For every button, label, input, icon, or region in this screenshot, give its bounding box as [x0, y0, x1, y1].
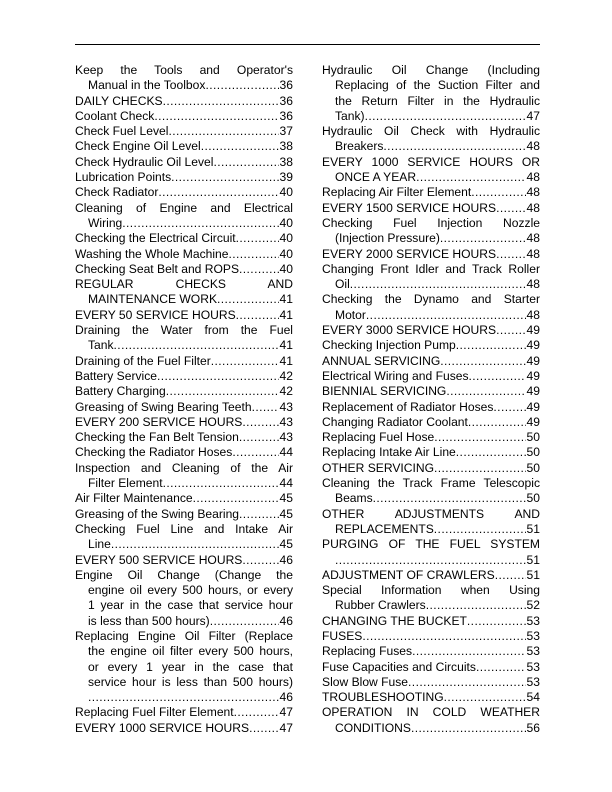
toc-entry-title: EVERY 500 SERVICE HOURS [75, 552, 243, 567]
toc-entry-title: Replacing Air Filter Element [322, 185, 472, 200]
toc-page-number: 45 [279, 506, 293, 521]
toc-entry[interactable] [75, 231, 293, 246]
toc-page-number: 46 [279, 613, 293, 628]
toc-entry[interactable] [322, 384, 540, 399]
toc-entry[interactable] [322, 629, 540, 644]
toc-page-number: 48 [526, 307, 540, 322]
toc-page-number: 36 [279, 78, 293, 93]
dot-leader [366, 308, 526, 323]
toc-page-number: 53 [526, 674, 540, 689]
toc-page-number: 42 [279, 384, 293, 399]
toc-entry-title: is less than 500 hours) [88, 613, 210, 628]
toc-page-number: 36 [279, 93, 293, 108]
toc-entry[interactable] [322, 155, 540, 186]
toc-entry-title: EVERY 1000 SERVICE HOURS [75, 720, 250, 735]
toc-entry-title: Greasing of the Swing Bearing [75, 506, 240, 521]
toc-entry[interactable] [322, 63, 540, 124]
dot-leader [496, 247, 525, 262]
toc-entry-title: Engine Oil Change (Change the [75, 567, 293, 582]
toc-entry[interactable] [322, 400, 540, 415]
dot-leader [444, 690, 526, 705]
toc-entry[interactable] [75, 415, 293, 430]
dot-leader [157, 369, 279, 384]
dot-leader [236, 308, 279, 323]
toc-entry[interactable] [322, 690, 540, 705]
toc-page-number: 49 [526, 353, 540, 368]
dot-leader [434, 522, 526, 537]
toc-entry-title: Check Hydraulic Oil Level [75, 154, 214, 169]
toc-entry-title: EVERY 1500 SERVICE HOURS [322, 200, 497, 215]
toc-entry-title: Tank [88, 338, 114, 353]
dot-leader [168, 124, 278, 139]
toc-entry-title: 1 year in the case that service hour [88, 598, 293, 613]
dot-leader [166, 384, 279, 399]
toc-entry-title: Tank) [335, 108, 365, 123]
toc-entry-title: BIENNIAL SERVICING [322, 384, 447, 399]
toc-page-number: 49 [526, 368, 540, 383]
toc-entry[interactable] [75, 553, 293, 568]
toc-entry-title: Check Engine Oil Level [75, 139, 201, 154]
toc-entry-title: Checking the Fan Belt Tension [75, 430, 239, 445]
toc-page-number: 47 [526, 108, 540, 123]
toc-entry[interactable] [75, 430, 293, 445]
toc-entry-title: Breakers [335, 139, 384, 154]
toc-entry-title: Checking the Electrical Circuit [75, 231, 236, 246]
toc-entry-title: or every 1 year in the case that [88, 659, 293, 674]
toc-entry[interactable] [75, 522, 293, 553]
toc-entry-title: Checking Fuel Line and Intake Air [75, 521, 293, 536]
toc-entry-title: PURGING OF THE FUEL SYSTEM [322, 537, 540, 552]
dot-leader [217, 292, 279, 307]
toc-entry-title: Lubrication Points [75, 170, 172, 185]
toc-entry-title: REGULAR CHECKS AND [75, 277, 293, 292]
toc-entry[interactable] [322, 415, 540, 430]
dot-leader [434, 430, 525, 445]
toc-entry-title: EVERY 200 SERVICE HOURS [75, 414, 243, 429]
dot-leader [111, 537, 279, 552]
toc-entry[interactable] [75, 323, 293, 354]
toc-page-number: 37 [279, 124, 293, 139]
toc-entry[interactable] [322, 675, 540, 690]
toc-page-number: 40 [279, 246, 293, 261]
toc-entry-title: the engine oil filter every 500 hours, [88, 644, 293, 659]
toc-entry-title: Cleaning of Engine and Electrical [75, 200, 293, 215]
toc-page-number: 46 [279, 690, 293, 705]
dot-leader [350, 277, 526, 292]
toc-entry-title: Replacing Engine Oil Filter (Replace [75, 628, 293, 643]
toc-page-number: 47 [279, 720, 293, 735]
dot-leader [163, 476, 279, 491]
toc-entry-title: Keep the Tools and Operator's [75, 63, 293, 77]
dot-leader [211, 354, 279, 369]
toc-entry-title: Special Information when Using [322, 583, 540, 598]
toc-entry-title: CHANGING THE BUCKET [322, 613, 467, 628]
toc-entry-title: Replacing Fuel Hose [322, 430, 435, 445]
toc-entry[interactable] [75, 568, 293, 629]
dot-leader [122, 216, 278, 231]
toc-entry-title: Replacing Intake Air Line [322, 445, 456, 460]
dot-leader [467, 614, 526, 629]
dot-leader [426, 598, 526, 613]
dot-leader [383, 139, 525, 154]
toc-page-number: 39 [279, 170, 293, 185]
toc-entry-title: Filter Element [88, 476, 163, 491]
toc-page-number: 41 [279, 307, 293, 322]
toc-entry-title: Draining the Water from the Fuel [75, 323, 293, 338]
dot-leader [242, 553, 278, 568]
toc-entry[interactable] [75, 139, 293, 154]
toc-entry[interactable] [322, 247, 540, 262]
toc-entry-title: ADJUSTMENT OF CRAWLERS [322, 567, 495, 582]
toc-entry-title: Line [88, 537, 111, 552]
dot-leader [412, 644, 525, 659]
dot-leader [408, 675, 526, 690]
toc-entry-title: OTHER SERVICING [322, 460, 434, 475]
dot-leader [495, 568, 526, 583]
dot-leader [232, 445, 278, 460]
toc-page-number: 43 [279, 414, 293, 429]
toc-entry-title: EVERY 3000 SERVICE HOURS [322, 323, 497, 338]
toc-entry[interactable] [75, 308, 293, 323]
toc-page-number: 40 [279, 261, 293, 276]
dot-leader [193, 491, 279, 506]
dot-leader [210, 614, 279, 629]
toc-entry[interactable] [322, 445, 540, 460]
toc-page-number: 50 [526, 430, 540, 445]
toc-entry[interactable] [75, 400, 293, 415]
dot-leader [252, 400, 279, 415]
toc-page-number: 54 [526, 690, 540, 705]
dot-leader [239, 507, 279, 522]
toc-page-number: 53 [526, 659, 540, 674]
toc-entry[interactable] [75, 507, 293, 522]
toc-entry-title: the Return Filter in the Hydraulic [335, 93, 540, 108]
toc-page-number: 51 [526, 567, 540, 582]
toc-entry[interactable] [322, 461, 540, 476]
toc-entry-title: MAINTENANCE WORK [88, 292, 218, 307]
toc-page-number: 48 [526, 170, 540, 185]
toc-page-number: 38 [279, 154, 293, 169]
toc-entry[interactable] [322, 705, 540, 736]
toc-entry[interactable] [322, 644, 540, 659]
toc-entry-title: Replacing of the Suction Filter and [335, 78, 540, 93]
dot-leader [335, 553, 526, 568]
toc-page-number: 41 [279, 292, 293, 307]
toc-page-number: 40 [279, 215, 293, 230]
dot-leader [496, 201, 525, 216]
toc-page-number: 40 [279, 231, 293, 246]
toc-entry-title: Check Fuel Level [75, 124, 169, 139]
toc-page-number: 48 [526, 246, 540, 261]
toc-page-number: 48 [526, 200, 540, 215]
toc-entry[interactable] [322, 614, 540, 629]
dot-leader [239, 262, 279, 277]
toc-entry-title: Replacement of Radiator Hoses [322, 399, 494, 414]
dot-leader [496, 323, 525, 338]
toc-entry[interactable] [322, 583, 540, 614]
toc-entry[interactable] [75, 63, 293, 94]
toc-page-number: 50 [526, 460, 540, 475]
toc-left-column [75, 63, 293, 736]
toc-right-column [322, 63, 540, 736]
toc-page-number: 48 [526, 277, 540, 292]
toc-page-number: 45 [279, 491, 293, 506]
toc-entry[interactable] [75, 247, 293, 262]
toc-entry-title: Oil [335, 277, 350, 292]
toc-entry-title: engine oil every 500 hours, or every [88, 583, 293, 598]
toc-entry-title: Manual in the Toolbox [88, 78, 206, 93]
dot-leader [456, 338, 526, 353]
dot-leader [213, 155, 278, 170]
toc-page-number: 41 [279, 353, 293, 368]
dot-leader [201, 139, 279, 154]
toc-entry-title: ANNUAL SERVICING [322, 353, 441, 368]
toc-entry-title: Battery Charging [75, 384, 166, 399]
toc-entry[interactable] [322, 124, 540, 155]
toc-entry[interactable] [75, 185, 293, 200]
toc-entry[interactable] [322, 537, 540, 568]
toc-entry[interactable] [75, 629, 293, 705]
toc-entry[interactable] [322, 323, 540, 338]
dot-leader [239, 430, 279, 445]
toc-entry-title: DAILY CHECKS [75, 93, 163, 108]
toc-entry[interactable] [75, 109, 293, 124]
toc-entry[interactable] [322, 292, 540, 323]
toc-entry-title: Greasing of Swing Bearing Teeth [75, 399, 252, 414]
toc-page-number: 47 [279, 705, 293, 720]
toc-entry-title: TROUBLESHOOTING [322, 690, 444, 705]
toc-page-number: 43 [279, 430, 293, 445]
dot-leader [440, 231, 526, 246]
toc-entry-title: Rubber Crawlers [335, 598, 426, 613]
toc-page-number: 53 [526, 644, 540, 659]
toc-page-number: 45 [279, 537, 293, 552]
toc-page-number: 49 [526, 414, 540, 429]
toc-page-number: 48 [526, 231, 540, 246]
dot-leader [434, 461, 526, 476]
toc-entry-title: Check Radiator [75, 185, 159, 200]
toc-entry[interactable] [75, 155, 293, 170]
dot-leader [362, 629, 525, 644]
toc-entry[interactable] [322, 201, 540, 216]
dot-leader [236, 231, 279, 246]
toc-entry-title: OPERATION IN COLD WEATHER [322, 705, 540, 720]
toc-entry-title: Cleaning the Track Frame Telescopic [322, 476, 540, 491]
toc-entry-title: Hydraulic Oil Change (Including [322, 63, 540, 77]
dot-leader [471, 185, 525, 200]
toc-page-number: 53 [526, 613, 540, 628]
toc-page-number: 44 [279, 445, 293, 460]
toc-entry[interactable] [75, 461, 293, 492]
dot-leader [242, 415, 278, 430]
toc-page-number: 51 [526, 521, 540, 536]
toc-entry[interactable] [75, 201, 293, 232]
toc-entry-title: Checking the Dynamo and Starter [322, 292, 540, 307]
dot-leader [163, 94, 279, 109]
toc-entry-title: Changing Front Idler and Track Roller [322, 261, 540, 276]
dot-leader [456, 445, 526, 460]
toc-entry-title: (Injection Pressure) [335, 231, 440, 246]
toc-page-number: 50 [526, 445, 540, 460]
dot-leader [229, 247, 279, 262]
toc-page-number: 42 [279, 368, 293, 383]
toc-entry[interactable] [75, 94, 293, 109]
dot-leader [476, 660, 526, 675]
toc-entry[interactable] [322, 660, 540, 675]
toc-entry[interactable] [322, 338, 540, 353]
dot-leader [171, 170, 278, 185]
toc-page-number: 52 [526, 598, 540, 613]
toc-page-number: 40 [279, 185, 293, 200]
toc-entry-title: Checking Injection Pump [322, 338, 456, 353]
toc-entry[interactable] [322, 430, 540, 445]
toc-entry-title: FUSES [322, 628, 363, 643]
toc-entry-title: CONDITIONS [335, 720, 411, 735]
toc-entry[interactable] [75, 277, 293, 308]
toc-page-number: 41 [279, 338, 293, 353]
toc-entry-title: Replacing Fuel Filter Element [75, 705, 234, 720]
toc-page-number: 56 [526, 720, 540, 735]
dot-leader [114, 338, 279, 353]
dot-leader [446, 384, 525, 399]
toc-entry[interactable] [322, 568, 540, 583]
toc-entry-title: Checking the Radiator Hoses [75, 445, 233, 460]
toc-page-number: 49 [526, 323, 540, 338]
toc-entry-title: EVERY 50 SERVICE HOURS [75, 307, 236, 322]
toc-entry-title: Coolant Check [75, 108, 155, 123]
toc-entry-title: Electrical Wiring and Fuses [322, 368, 469, 383]
dot-leader [416, 170, 525, 185]
toc-entry[interactable] [322, 216, 540, 247]
toc-entry-title: Motor [335, 307, 366, 322]
toc-entry[interactable] [322, 369, 540, 384]
toc-entry-title: Changing Radiator Coolant [322, 414, 468, 429]
header-rule [75, 44, 540, 45]
toc-entry-title: Washing the Whole Machine [75, 246, 229, 261]
dot-leader [468, 415, 526, 430]
toc-page-number: 49 [526, 384, 540, 399]
toc-entry[interactable] [75, 369, 293, 384]
dot-leader [411, 721, 526, 736]
toc-entry-title: EVERY 2000 SERVICE HOURS [322, 246, 497, 261]
toc-entry-title: Battery Service [75, 368, 157, 383]
dot-leader [249, 721, 278, 736]
toc-entry[interactable] [75, 262, 293, 277]
toc-page-number: 49 [526, 399, 540, 414]
toc-entry-title: Wiring [88, 215, 123, 230]
toc-entry-title: Fuse Capacities and Circuits [322, 659, 476, 674]
toc-entry[interactable] [322, 507, 540, 538]
toc-entry-title: Beams [335, 491, 373, 506]
toc-entry-title: Replacing Fuses [322, 644, 413, 659]
dot-leader [205, 78, 278, 93]
dot-leader [154, 109, 278, 124]
toc-entry[interactable] [322, 262, 540, 293]
dot-leader [440, 354, 525, 369]
toc-page-number: 38 [279, 139, 293, 154]
toc-entry-title: Hydraulic Oil Check with Hydraulic [322, 124, 540, 139]
dot-leader [88, 690, 279, 705]
toc-entry-title: service hour is less than 500 hours) [88, 674, 293, 689]
toc-entry[interactable] [75, 124, 293, 139]
toc-entry[interactable] [75, 384, 293, 399]
toc-entry-title: Checking Seat Belt and ROPS [75, 261, 240, 276]
toc-page-number: 48 [526, 139, 540, 154]
toc-entry-title: EVERY 1000 SERVICE HOURS OR [322, 154, 540, 169]
toc-entry[interactable] [75, 354, 293, 369]
toc-entry[interactable] [75, 445, 293, 460]
toc-page-number: 49 [526, 338, 540, 353]
toc-entry-title: Air Filter Maintenance [75, 491, 193, 506]
toc-page-number: 53 [526, 628, 540, 643]
toc-entry-title: REPLACEMENTS [335, 521, 434, 536]
toc-entry[interactable] [75, 705, 293, 720]
toc-entry[interactable] [75, 491, 293, 506]
toc-entry-title: ONCE A YEAR [335, 170, 417, 185]
dot-leader [234, 705, 279, 720]
toc-page-number: 36 [279, 108, 293, 123]
toc-entry-title: OTHER ADJUSTMENTS AND [322, 506, 540, 521]
dot-leader [158, 185, 278, 200]
dot-leader [493, 400, 525, 415]
toc-entry[interactable] [322, 185, 540, 200]
toc-page-number: 51 [526, 552, 540, 567]
toc-entry[interactable] [75, 721, 293, 736]
toc-page-number: 50 [526, 491, 540, 506]
toc-entry-title: Inspection and Cleaning of the Air [75, 460, 293, 475]
toc-entry-title: Draining of the Fuel Filter [75, 353, 211, 368]
toc-entry-title: Checking Fuel Injection Nozzle [322, 215, 540, 230]
toc-entry[interactable] [75, 170, 293, 185]
toc-page-number: 48 [526, 185, 540, 200]
toc-entry[interactable] [322, 354, 540, 369]
toc-entry-title: Slow Blow Fuse [322, 674, 409, 689]
dot-leader [469, 369, 526, 384]
toc-page-number: 44 [279, 476, 293, 491]
toc-page-number: 43 [279, 399, 293, 414]
toc-entry[interactable] [322, 476, 540, 507]
toc-page-number: 46 [279, 552, 293, 567]
dot-leader [365, 109, 526, 124]
dot-leader [373, 491, 526, 506]
